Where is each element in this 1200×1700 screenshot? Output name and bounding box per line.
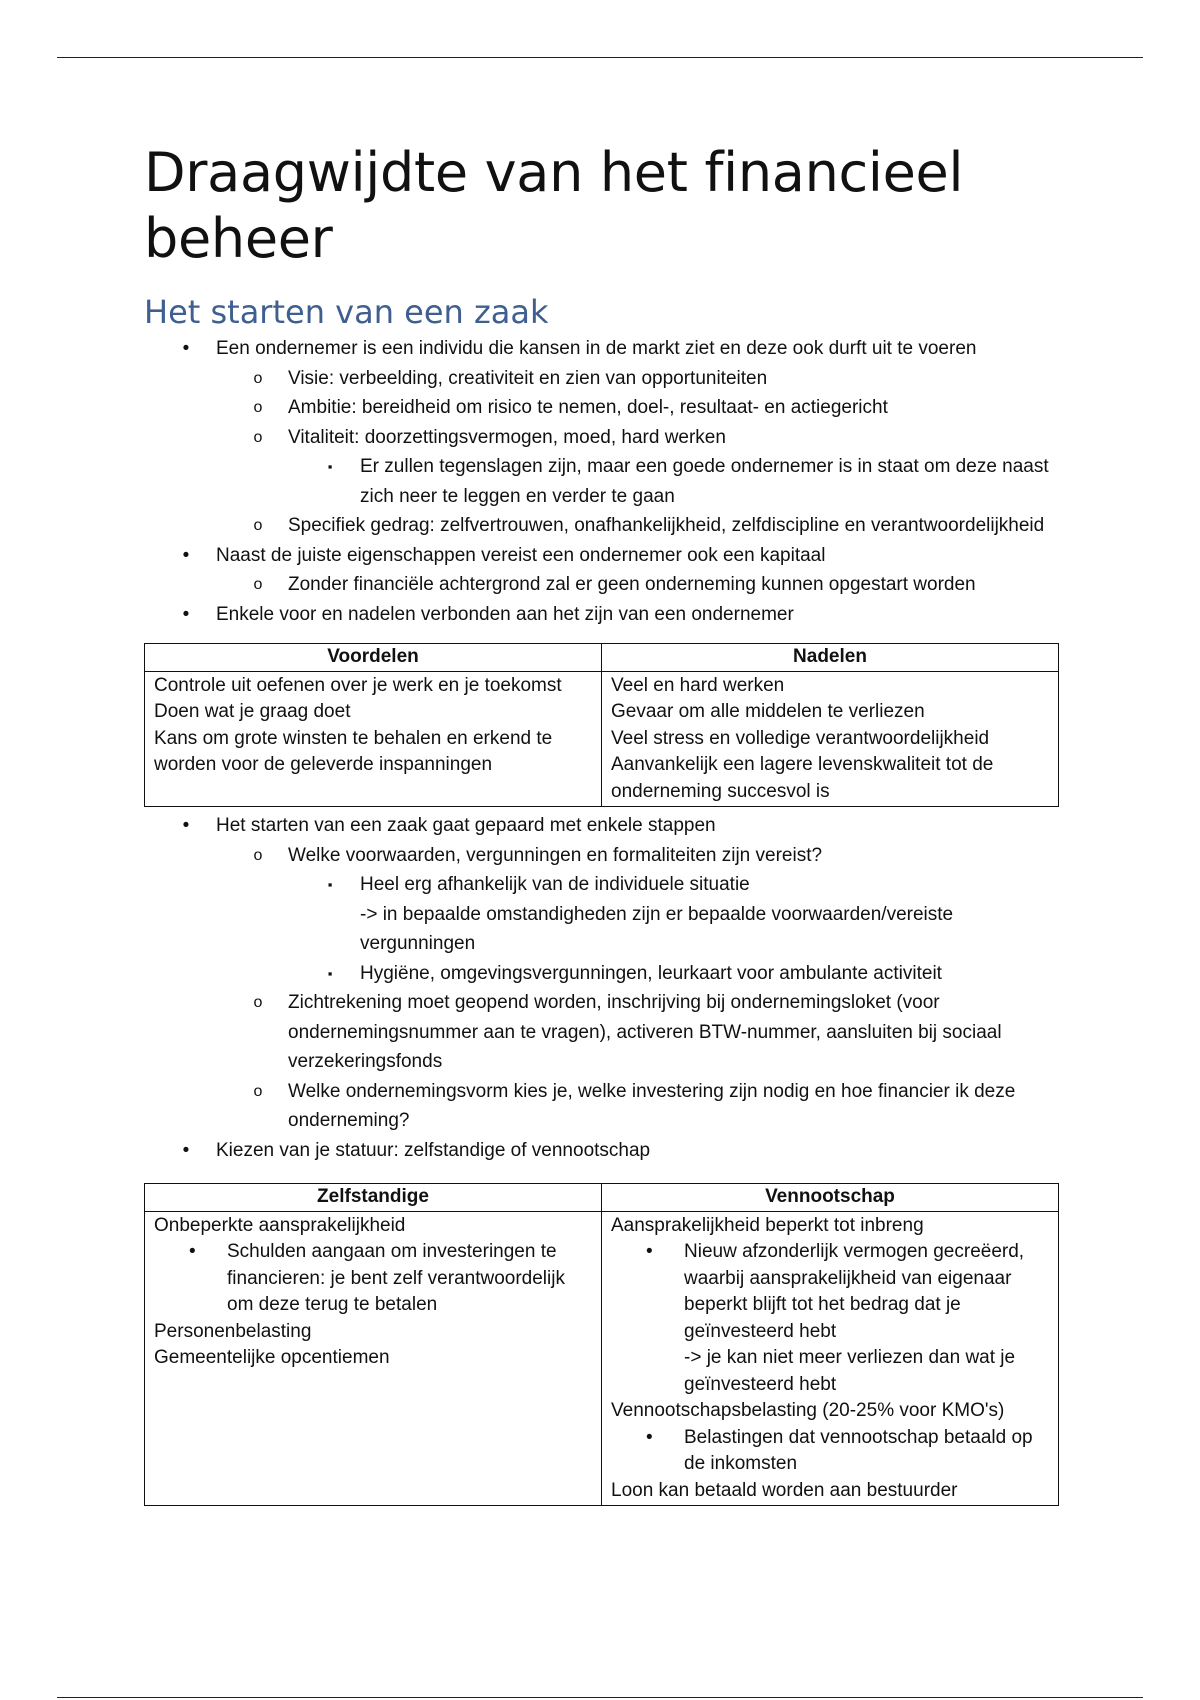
bullet-icon: • bbox=[182, 338, 190, 359]
circle-bullet-icon: o bbox=[253, 846, 263, 864]
table-header-vennootschap: Vennootschap bbox=[602, 1184, 1059, 1212]
circle-bullet-icon: o bbox=[253, 399, 263, 416]
header-rule bbox=[57, 57, 1143, 58]
list-item: o Welke ondernemingsvorm kies je, welke investering zijn nodig en hoe financier ik deze onderneming? bbox=[144, 1077, 1060, 1136]
list-item: ▪ Hygiëne, omgevingsvergunningen, leurkaart voor ambulante activiteit bbox=[144, 959, 1060, 989]
list-item: • Naast de juiste eigenschappen vereist een ondernemer ook een kapitaal bbox=[144, 541, 1060, 571]
circle-bullet-icon: o bbox=[253, 576, 263, 593]
table-header-row bbox=[145, 1184, 1059, 1212]
list-item: ▪ Heel erg afhankelijk van de individuele situatie -> in bepaalde omstandigheden zijn er bepaalde voorwaarden/vereiste vergunningen bbox=[144, 870, 1060, 959]
bullet-icon: • bbox=[646, 1426, 653, 1448]
cell-line: Vennootschapsbelasting (20-25% voor KMO's) bbox=[611, 1400, 1005, 1421]
pro-item: Doen wat je graag doet bbox=[154, 701, 351, 722]
table-header-zelfstandige: Zelfstandige bbox=[145, 1184, 602, 1212]
pro-item: Controle uit oefenen over je werk en je toekomst bbox=[154, 674, 562, 696]
cell-line: Onbeperkte aansprakelijkheid bbox=[154, 1214, 406, 1236]
table-header-voordelen: Voordelen bbox=[145, 644, 602, 672]
cell-sub-item: • Schulden aangaan om investeringen te financieren: je bent zelf verantwoordelijk om deze terug te betalen bbox=[189, 1241, 565, 1315]
document-body bbox=[144, 140, 1060, 1510]
list-item: • Kiezen van je statuur: zelfstandige of vennootschap bbox=[144, 1136, 1060, 1166]
table-row bbox=[145, 1211, 1059, 1506]
section-heading: Het starten van een zaak bbox=[144, 293, 549, 331]
square-bullet-icon: ▪ bbox=[327, 965, 333, 981]
pro-item: Kans om grote winsten te behalen en erkend te worden voor de geleverde inspanningen bbox=[154, 727, 553, 775]
bullet-icon: • bbox=[182, 603, 190, 625]
bullet-list-b bbox=[144, 811, 1060, 1165]
bullet-icon: • bbox=[646, 1241, 653, 1262]
cell-line: Aansprakelijkheid beperkt tot inbreng bbox=[611, 1214, 924, 1236]
circle-bullet-icon: o bbox=[253, 1082, 263, 1100]
table-row bbox=[145, 671, 1059, 807]
bullet-icon: • bbox=[189, 1241, 196, 1262]
list-item: ▪ Er zullen tegenslagen zijn, maar een goede ondernemer is in staat om deze naast zich neer te leggen en verder te gaan bbox=[144, 452, 1060, 511]
bullet-icon: • bbox=[182, 815, 190, 836]
cons-cell bbox=[602, 671, 1059, 807]
list-item: o Ambitie: bereidheid om risico te nemen, doel-, resultaat- en actiegericht bbox=[144, 393, 1060, 423]
pros-cons-table bbox=[144, 643, 1059, 807]
con-item: Gevaar om alle middelen te verliezen bbox=[611, 701, 925, 722]
cell-sub-item: • Nieuw afzonderlijk vermogen gecreëerd, waarbij aansprakelijkheid van eigenaar beperkt blijft tot het bedrag dat je geïnvesteerd hebt -> je kan niet meer verliezen dan wat je geïnvesteerd hebt bbox=[646, 1241, 1025, 1395]
legal-form-table bbox=[144, 1183, 1059, 1506]
table-header-nadelen: Nadelen bbox=[602, 644, 1059, 672]
list-item: • Een ondernemer is een individu die kansen in de markt ziet en deze ook durft uit te voeren bbox=[144, 334, 1060, 364]
cell-line: Gemeentelijke opcentiemen bbox=[154, 1347, 390, 1368]
cell-line: Personenbelasting bbox=[154, 1320, 312, 1342]
document-title: Draagwijdte van het financieel beheer bbox=[144, 141, 964, 270]
circle-bullet-icon: o bbox=[253, 994, 263, 1011]
circle-bullet-icon: o bbox=[253, 517, 263, 534]
list-item: o Zichtrekening moet geopend worden, inschrijving bij ondernemingsloket (voor ondernemingsnummer aan te vragen), activeren BTW-nummer, aansluiten bij sociaal verzekeringsfonds bbox=[144, 988, 1060, 1077]
bullet-icon: • bbox=[182, 544, 190, 566]
con-item: Veel stress en volledige verantwoordelijkheid bbox=[611, 727, 990, 749]
circle-bullet-icon: o bbox=[253, 428, 263, 446]
list-item: o Welke voorwaarden, vergunningen en formaliteiten zijn vereist? bbox=[144, 841, 1060, 871]
list-item: • Enkele voor en nadelen verbonden aan het zijn van een ondernemer bbox=[144, 600, 1060, 630]
square-bullet-icon: ▪ bbox=[327, 459, 333, 474]
list-item: o Specifiek gedrag: zelfvertrouwen, onafhankelijkheid, zelfdiscipline en verantwoordelijkheid bbox=[144, 511, 1060, 541]
square-bullet-icon: ▪ bbox=[327, 877, 333, 892]
cell-line: Loon kan betaald worden aan bestuurder bbox=[611, 1479, 958, 1501]
list-item: o Vitaliteit: doorzettingsvermogen, moed, hard werken bbox=[144, 423, 1060, 453]
vennootschap-cell bbox=[602, 1211, 1059, 1506]
list-item: • Het starten van een zaak gaat gepaard met enkele stappen bbox=[144, 811, 1060, 841]
footer-rule bbox=[57, 1697, 1143, 1698]
bullet-icon: • bbox=[182, 1139, 190, 1161]
bullet-list-a bbox=[144, 334, 1060, 629]
con-item: Aanvankelijk een lagere levenskwaliteit tot de onderneming succesvol is bbox=[611, 754, 994, 802]
zelfstandige-cell bbox=[145, 1211, 602, 1506]
list-item: o Zonder financiële achtergrond zal er geen onderneming kunnen opgestart worden bbox=[144, 570, 1060, 600]
con-item: Veel en hard werken bbox=[611, 674, 785, 696]
cell-sub-item: • Belastingen dat vennootschap betaald op de inkomsten bbox=[646, 1426, 1033, 1474]
circle-bullet-icon: o bbox=[253, 369, 263, 387]
pros-cell bbox=[145, 671, 602, 807]
table-header-row bbox=[145, 644, 1059, 672]
list-item: o Visie: verbeelding, creativiteit en zien van opportuniteiten bbox=[144, 364, 1060, 394]
